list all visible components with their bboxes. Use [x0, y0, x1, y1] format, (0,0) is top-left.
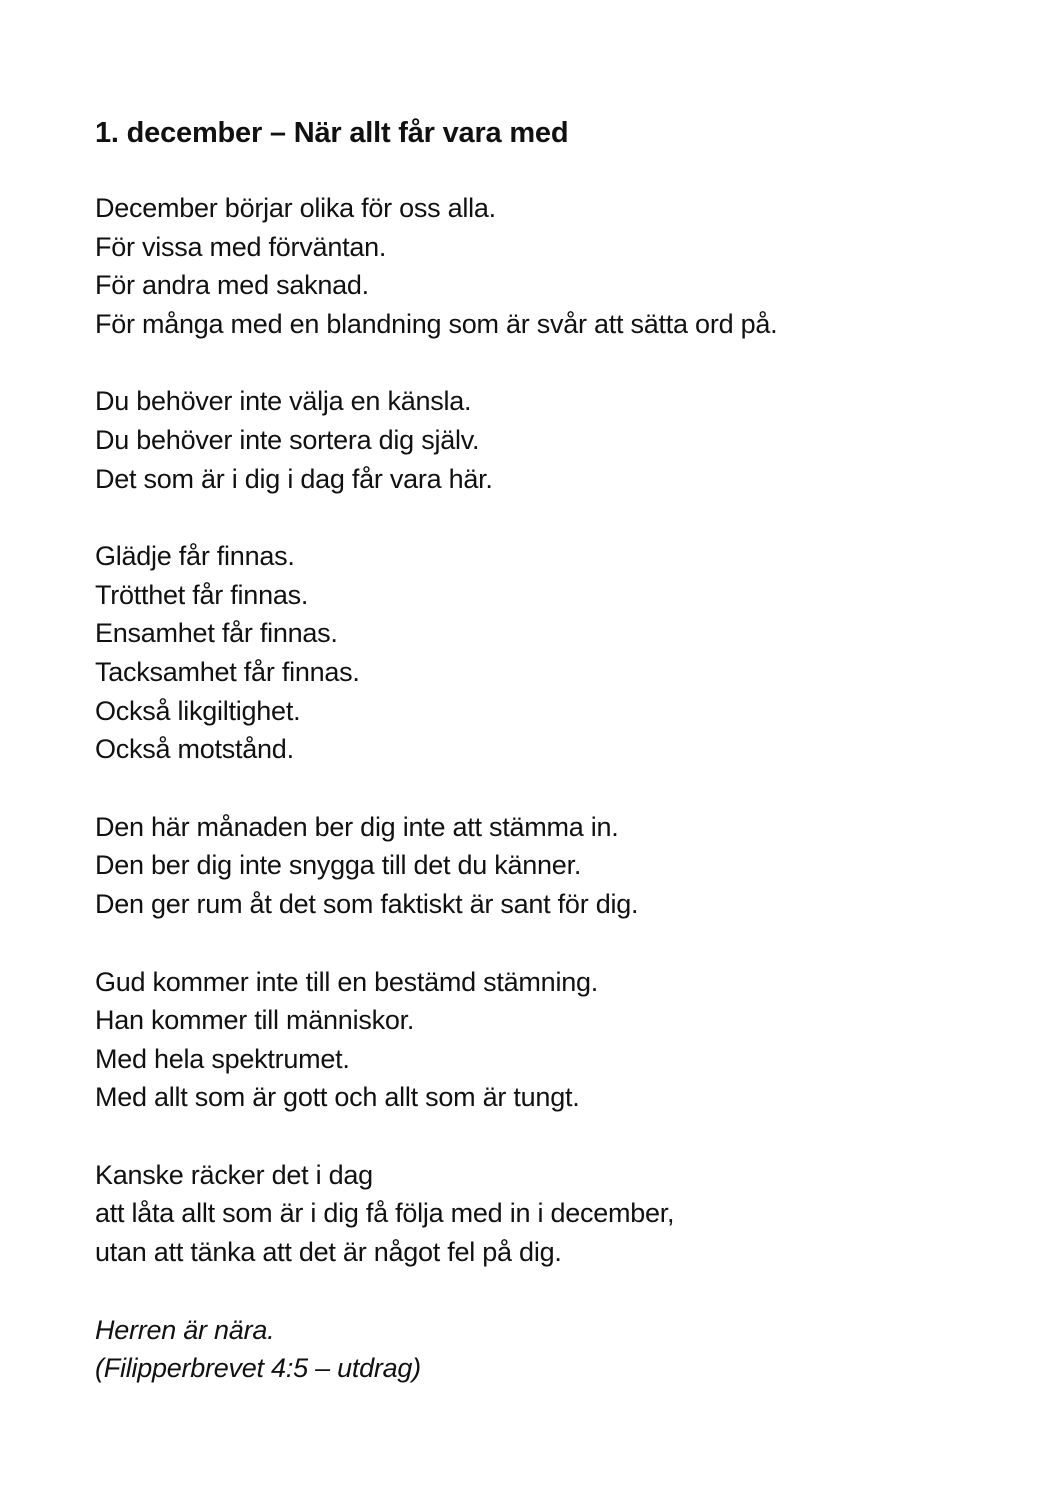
stanza-1	[95, 189, 995, 343]
stanza-3	[95, 537, 995, 769]
text-line: Också likgiltighet.	[95, 695, 301, 726]
stanza-4	[95, 808, 995, 924]
text-line: Också motstånd.	[95, 734, 294, 765]
page-title: 1. december – När allt får vara med	[95, 117, 569, 149]
text-line: Den ger rum åt det som faktiskt är sant för dig.	[95, 888, 639, 919]
text-line: Den här månaden ber dig inte att stämma in.	[95, 811, 619, 842]
verse-reference: (Filipperbrevet 4:5 – utdrag)	[95, 1353, 421, 1384]
text-line: Den ber dig inte snygga till det du känner.	[95, 850, 582, 881]
stanza-5	[95, 963, 995, 1117]
text-line: att låta allt som är i dig få följa med in i december,	[95, 1198, 675, 1229]
text-line: Kanske räcker det i dag	[95, 1159, 373, 1190]
document-page	[95, 112, 995, 1427]
text-line: Tacksamhet får finnas.	[95, 656, 360, 687]
text-line: Han kommer till människor.	[95, 1005, 415, 1036]
text-line: Med hela spektrumet.	[95, 1043, 350, 1074]
text-line: December börjar olika för oss alla.	[95, 193, 496, 223]
text-line: Glädje får finnas.	[95, 541, 295, 572]
text-line: För många med en blandning som är svår att sätta ord på.	[95, 308, 778, 339]
text-line: Trötthet får finnas.	[95, 579, 309, 610]
text-line: För andra med saknad.	[95, 270, 369, 301]
text-line: För vissa med förväntan.	[95, 231, 387, 262]
stanza-2	[95, 382, 995, 498]
closing-quote	[95, 1311, 995, 1388]
text-line: Med allt som är gott och allt som är tungt.	[95, 1082, 580, 1113]
text-line: utan att tänka att det är något fel på dig.	[95, 1237, 562, 1268]
text-line: Du behöver inte välja en känsla.	[95, 386, 472, 417]
bible-verse: Herren är nära.	[95, 1314, 275, 1345]
text-line: Gud kommer inte till en bestämd stämning.	[95, 966, 598, 997]
text-line: Ensamhet får finnas.	[95, 618, 338, 649]
stanza-6	[95, 1156, 995, 1272]
text-line: Det som är i dig i dag får vara här.	[95, 463, 493, 494]
text-line: Du behöver inte sortera dig själv.	[95, 424, 480, 455]
